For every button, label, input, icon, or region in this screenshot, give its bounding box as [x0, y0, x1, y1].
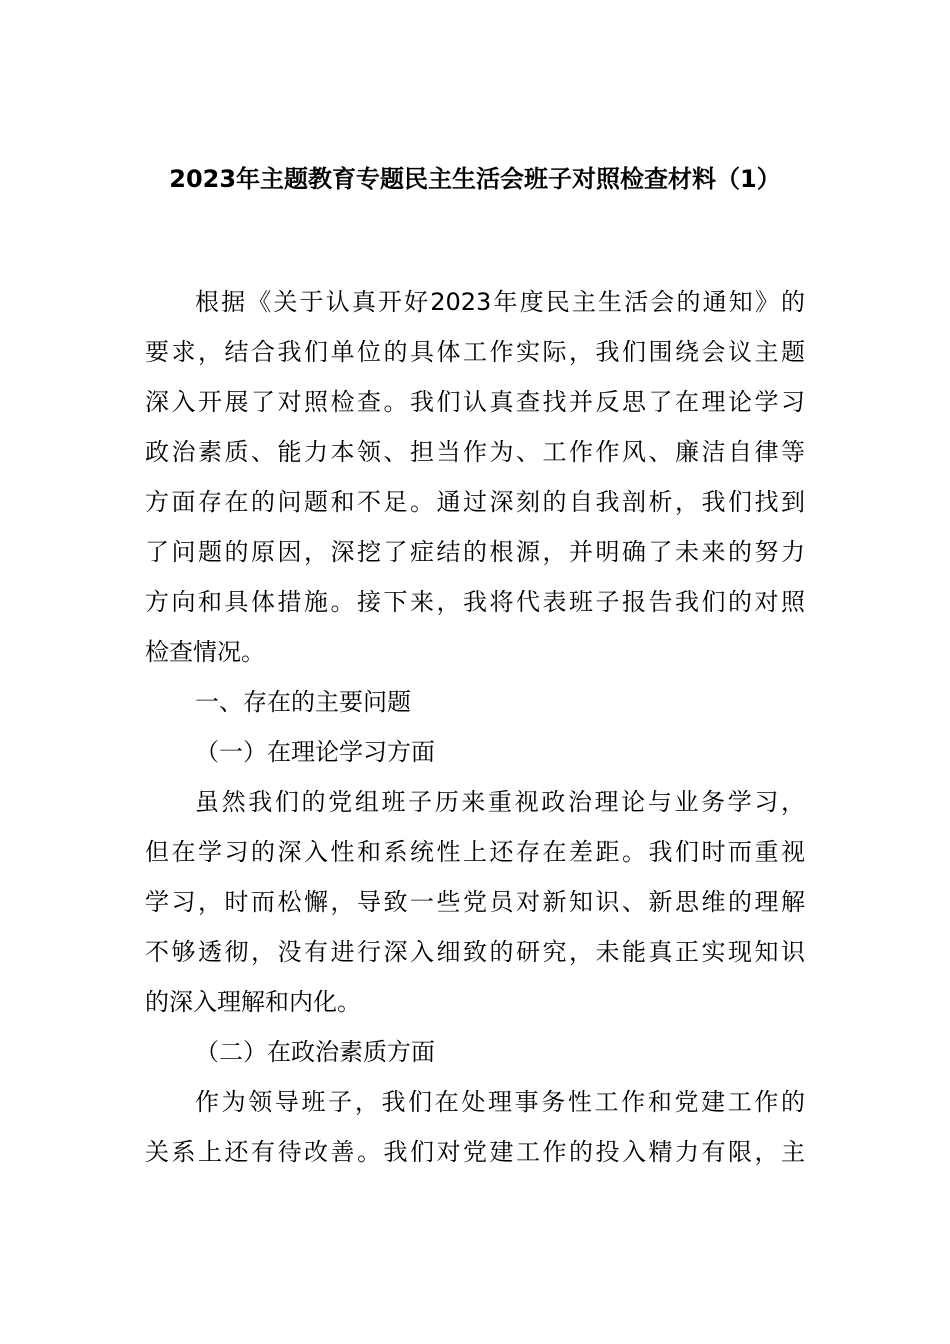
paragraph-line: 的深入理解和内化。 [145, 988, 361, 1016]
paragraph-line: 政治素质、能力本领、担当作为、工作作风、廉洁自律等 [145, 438, 805, 466]
paragraph-line: 根据《关于认真开好2023年度民主生活会的通知》的 [195, 288, 805, 316]
paragraph-line: 了问题的原因，深挖了症结的根源，并明确了未来的努力 [145, 538, 805, 566]
document-title: 2023年主题教育专题民主生活会班子对照检查材料（1） [169, 165, 781, 193]
section-heading: 一、存在的主要问题 [195, 688, 411, 716]
paragraph-line: 深入开展了对照检查。我们认真查找并反思了在理论学习 [145, 388, 805, 416]
paragraph-line: 方向和具体措施。接下来，我将代表班子报告我们的对照 [145, 588, 805, 616]
subsection-heading: （一）在理论学习方面 [195, 738, 435, 766]
paragraph-line: 不够透彻，没有进行深入细致的研究，未能真正实现知识 [145, 938, 805, 966]
paragraph-line: 作为领导班子，我们在处理事务性工作和党建工作的 [195, 1088, 805, 1116]
paragraph-line: 学习，时而松懈，导致一些党员对新知识、新思维的理解 [145, 888, 805, 916]
paragraph-line: 但在学习的深入性和系统性上还存在差距。我们时而重视 [145, 838, 805, 866]
document-body [145, 277, 805, 1177]
paragraph-line: 方面存在的问题和不足。通过深刻的自我剖析，我们找到 [145, 488, 805, 516]
paragraph-line: 检查情况。 [145, 638, 265, 666]
paragraph-line: 虽然我们的党组班子历来重视政治理论与业务学习， [195, 788, 805, 816]
subsection-heading: （二）在政治素质方面 [195, 1038, 435, 1066]
paragraph-line: 要求，结合我们单位的具体工作实际，我们围绕会议主题 [145, 338, 805, 366]
paragraph-line: 关系上还有待改善。我们对党建工作的投入精力有限，主 [145, 1138, 805, 1166]
